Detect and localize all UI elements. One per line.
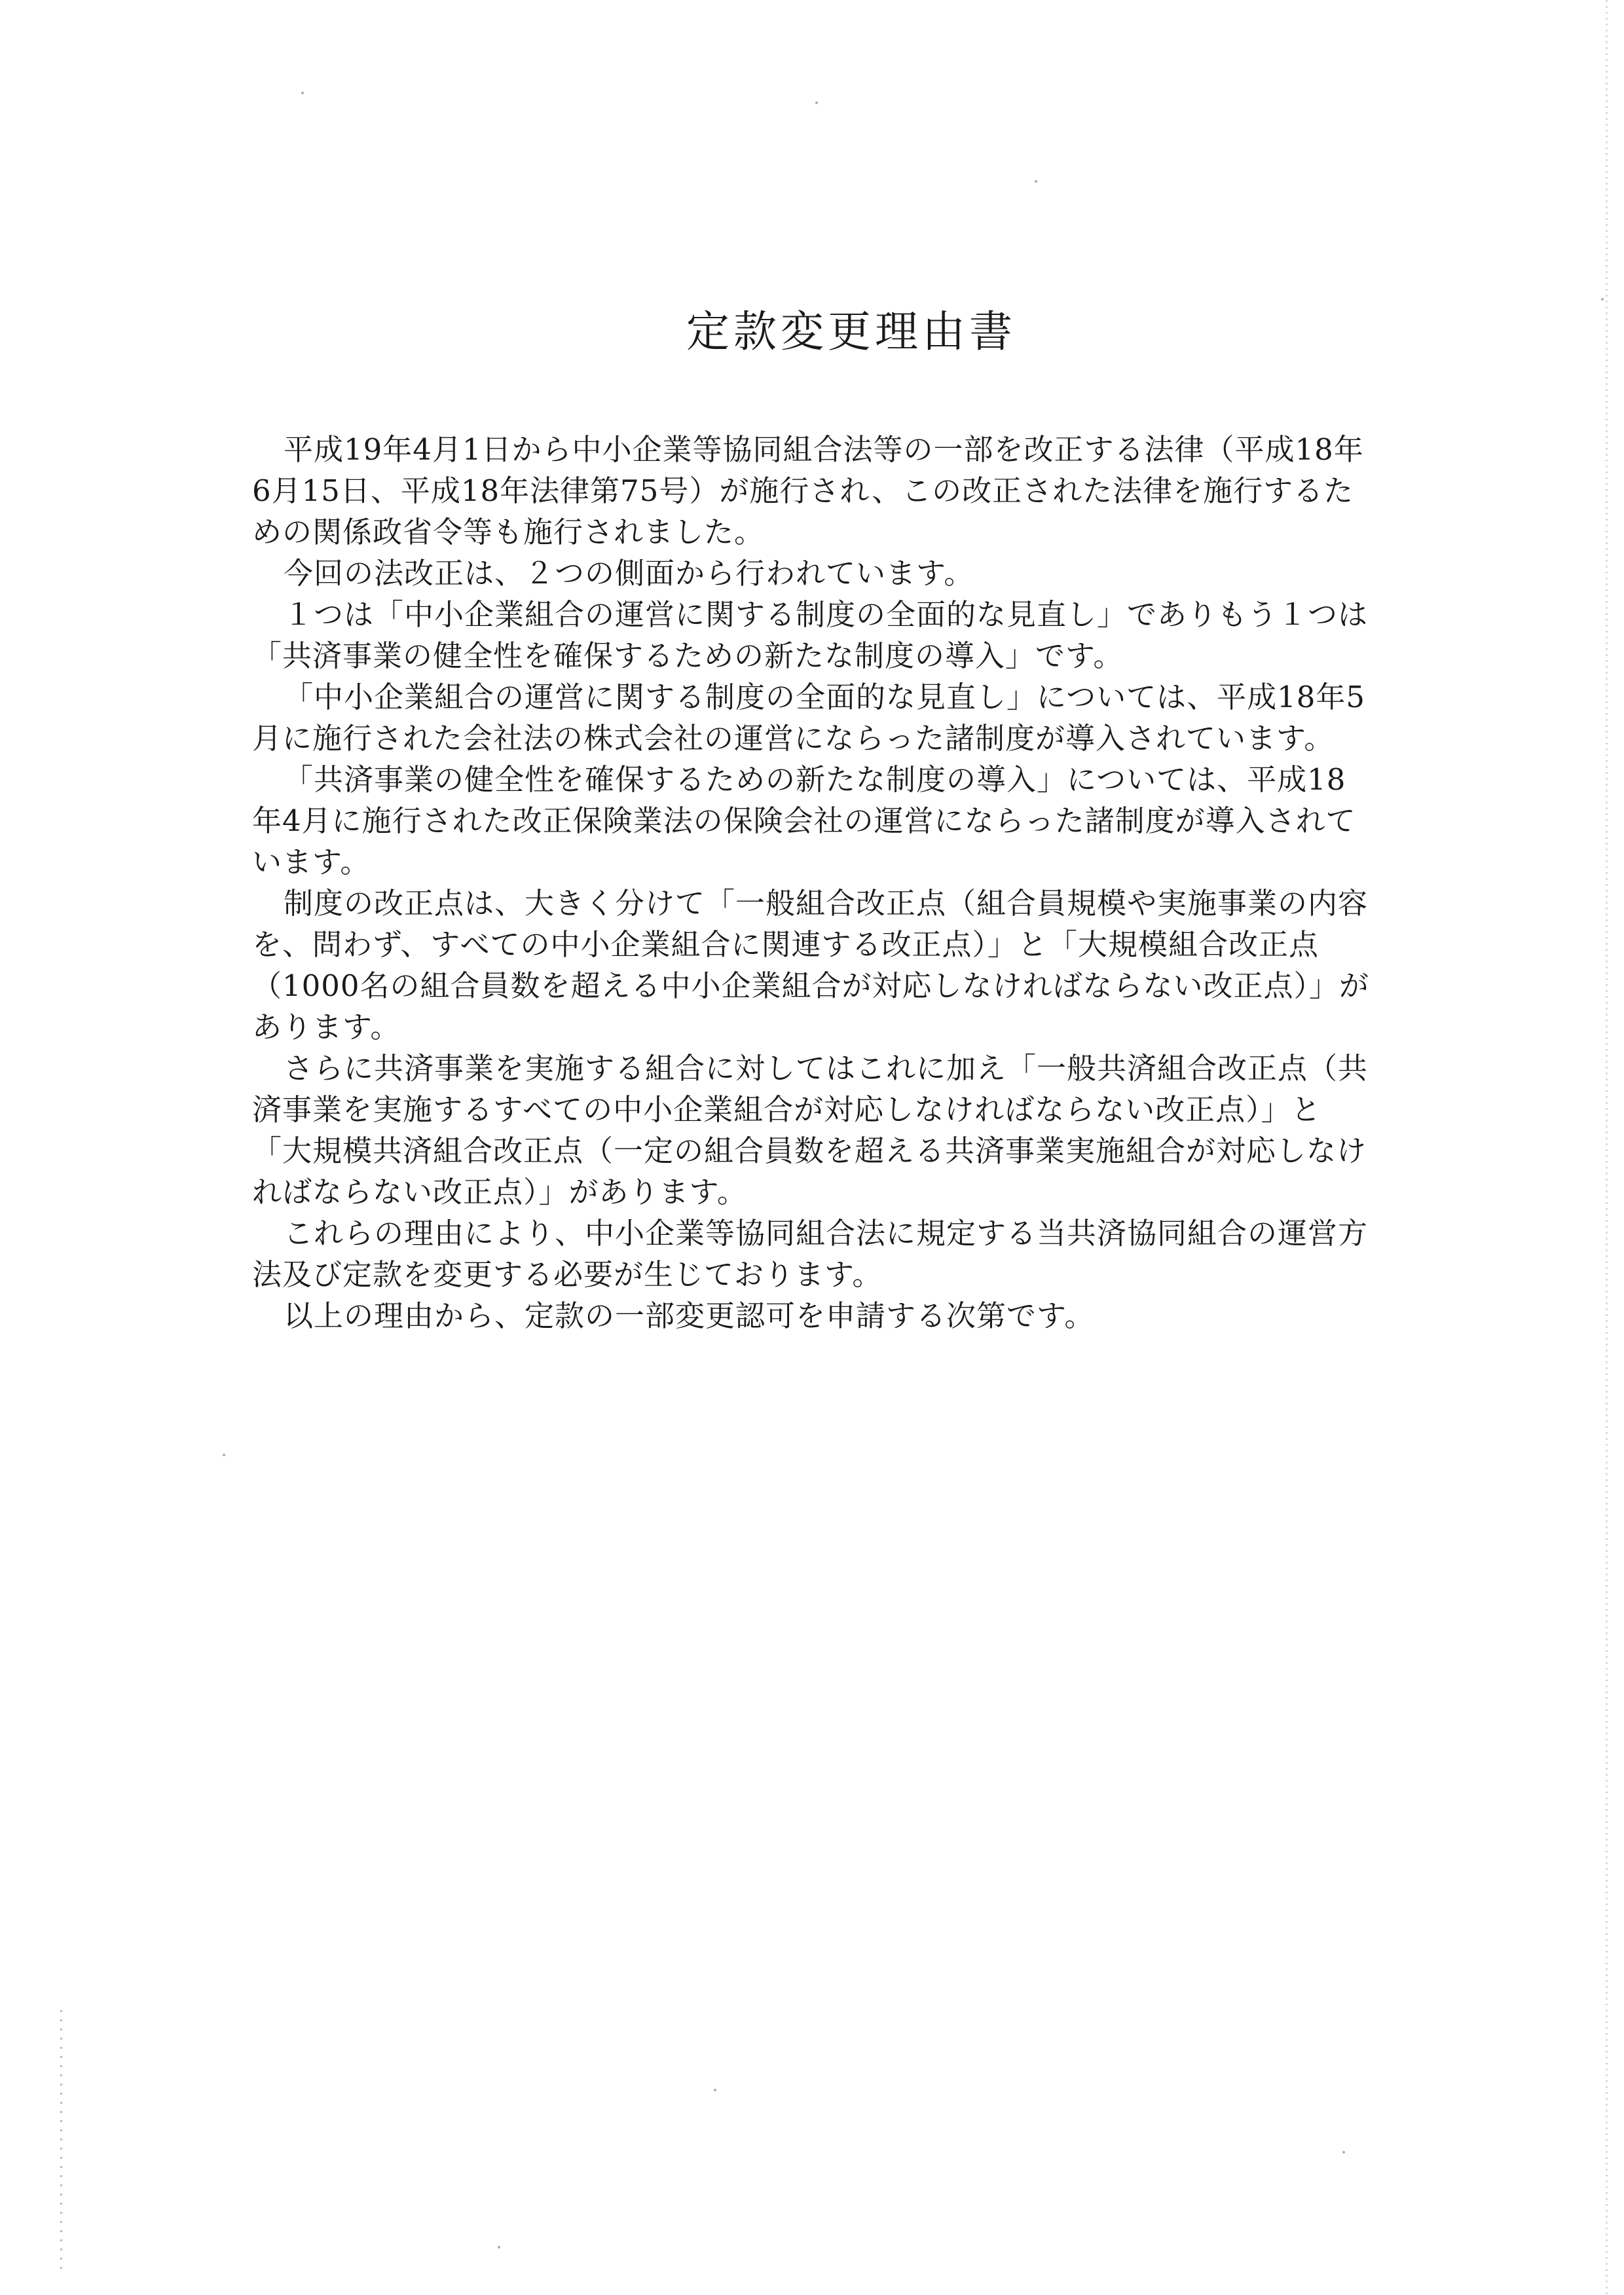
scan-speck xyxy=(223,1454,225,1456)
scan-speck xyxy=(1035,180,1037,183)
scan-speck xyxy=(714,2089,716,2091)
paragraph: 「共済事業の健全性を確保するための新たな制度の導入」については、平成18年4月に施行された改正保険業法の保険会社の運営にならった諸制度が導入されています。 xyxy=(252,762,1356,879)
scan-edge-right xyxy=(1606,0,1608,2295)
scan-speck xyxy=(498,2246,500,2249)
document-body xyxy=(252,429,1372,1336)
paragraph: １つは「中小企業組合の運営に関する制度の全面的な見直し」でありもう１つは「共済事業の健全性を確保するための新たな制度の導入」です。 xyxy=(252,597,1369,673)
paragraph: これらの理由により、中小企業等協同組合法に規定する当共済協同組合の運営方法及び定款を変更する必要が生じております。 xyxy=(252,1216,1369,1292)
paragraph: 以上の理由から、定款の一部変更認可を申請する次第です。 xyxy=(284,1298,1095,1333)
scan-speck xyxy=(815,101,818,104)
scan-speck xyxy=(1342,2151,1345,2154)
paragraph: 制度の改正点は、大きく分けて「一般組合改正点（組合員規模や実施事業の内容を、問わず、すべての中小企業組合に関連する改正点）」と「大規模組合改正点（1000名の組合員数を超える中小企業組合が対応しなければならない改正点）」があります。 xyxy=(252,886,1370,1044)
paragraph: 「中小企業組合の運営に関する制度の全面的な見直し」については、平成18年5月に施行された会社法の株式会社の運営にならった諸制度が導入されています。 xyxy=(252,680,1365,756)
paragraph: さらに共済事業を実施する組合に対してはこれに加え「一般共済組合改正点（共済事業を実施するすべての中小企業組合が対応しなければならない改正点）」と「大規模共済組合改正点（一定の組合員数を超える共済事業実施組合が対応しなければならない改正点）」があります。 xyxy=(252,1051,1369,1209)
paragraph: 今回の法改正は、２つの側面から行われています。 xyxy=(284,556,974,591)
scan-speck xyxy=(301,92,304,94)
document-title: 定款変更理由書 xyxy=(686,306,1016,357)
scan-edge-left xyxy=(60,2010,62,2272)
scan-speck xyxy=(1601,298,1604,301)
paragraph: 平成19年4月1日から中小企業等協同組合法等の一部を改正する法律（平成18年6月15日、平成18年法律第75号）が施行され、この改正された法律を施行するための関係政省令等も施行されました。 xyxy=(252,432,1364,549)
